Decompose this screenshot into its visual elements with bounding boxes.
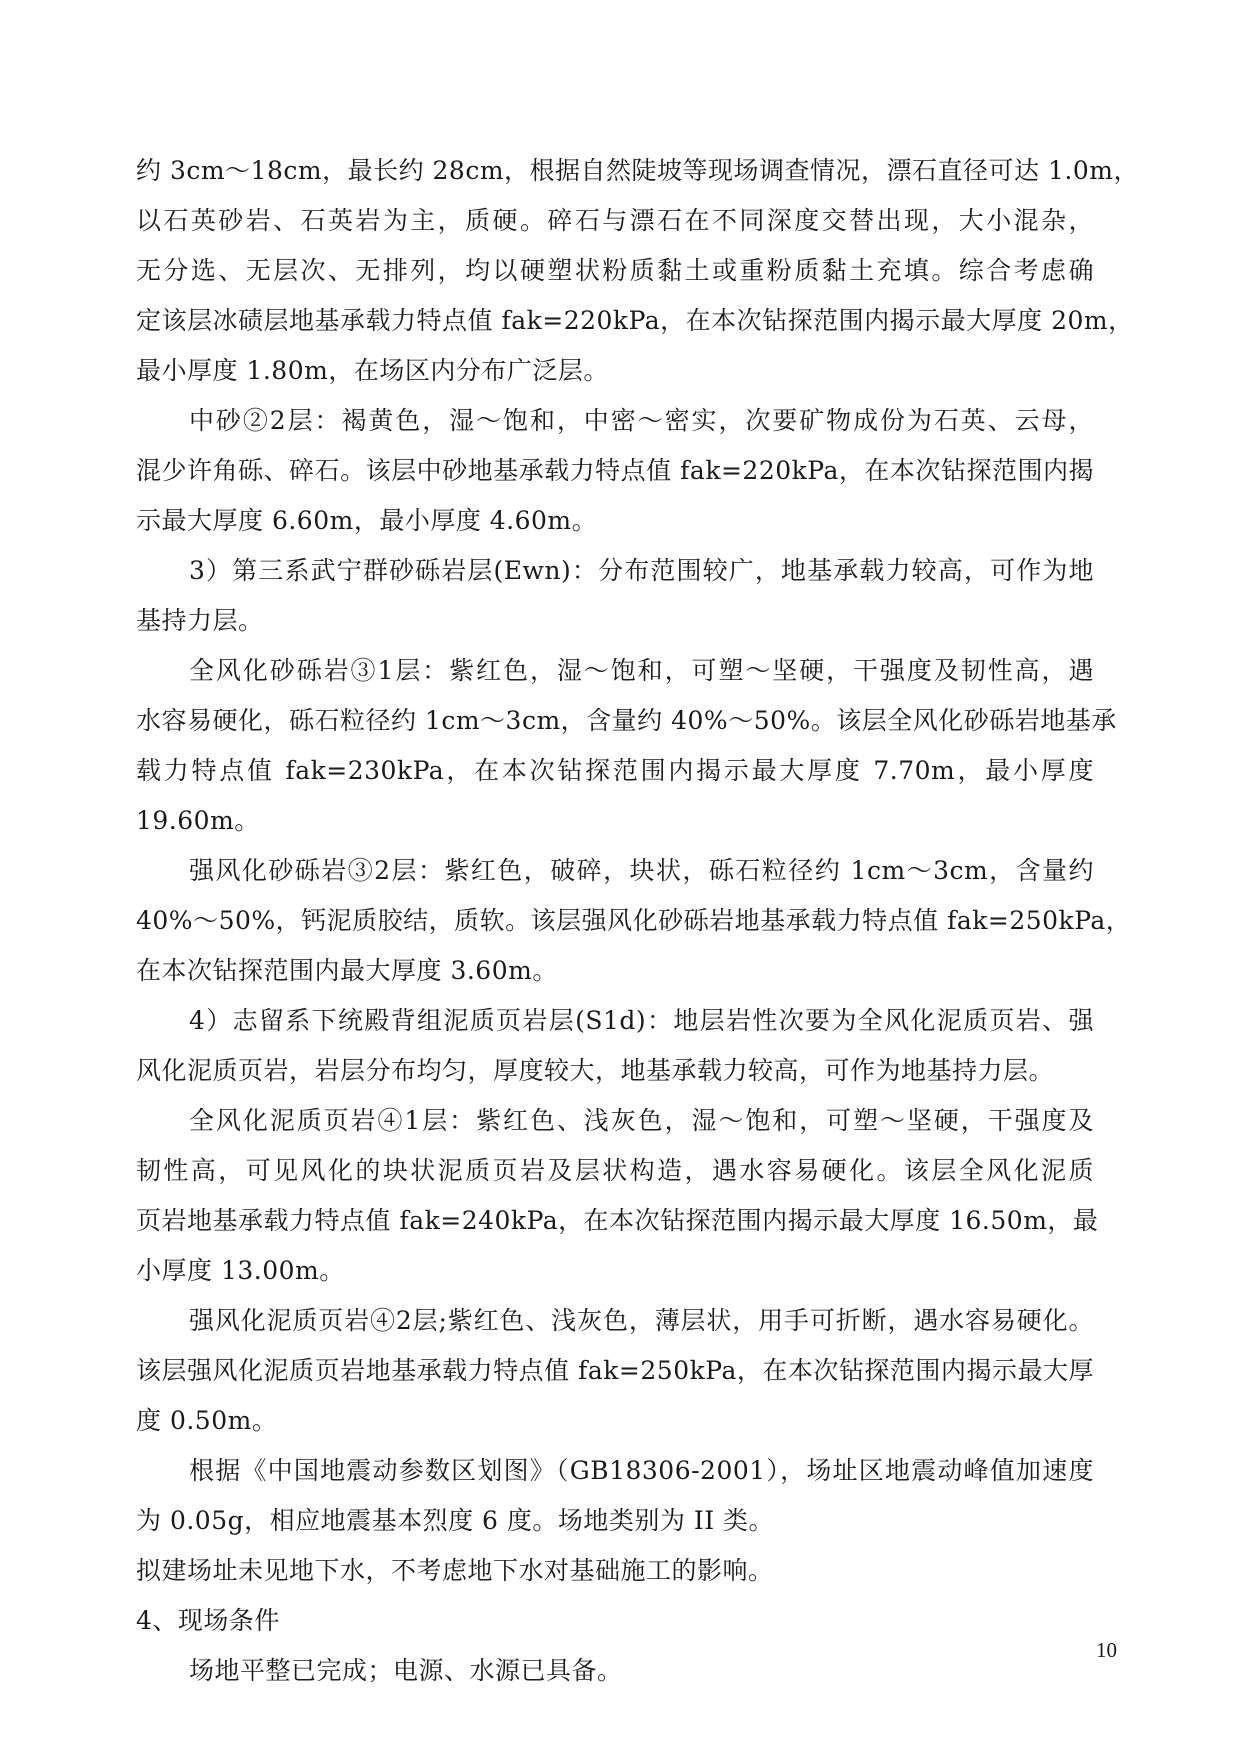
text-line: 度 0.50m。 (136, 1406, 278, 1435)
text-line: 场地平整已完成；电源、水源已具备。 (189, 1656, 623, 1685)
text-line: 强风化泥质页岩④2层;紫红色、浅灰色，薄层状，用手可折断，遇水容易硬化。 (189, 1306, 1094, 1335)
text-line: 示最大厚度 6.60m，最小厚度 4.60m。 (136, 506, 598, 535)
body-text (136, 146, 1139, 1696)
text-line: 全风化泥质页岩④1层：紫红色、浅灰色，湿～饱和，可塑～坚硬，干强度及 (189, 1106, 1094, 1135)
page-number: 10 (1096, 1638, 1117, 1662)
text-line: 以石英砂岩、石英岩为主，质硬。碎石与漂石在不同深度交替出现，大小混杂， (136, 206, 1094, 235)
text-line: 风化泥质页岩，岩层分布均匀，厚度较大，地基承载力较高，可作为地基持力层。 (136, 1056, 1055, 1085)
text-line: 载力特点值 fak=230kPa，在本次钻探范围内揭示最大厚度 7.70m，最小厚度 (136, 756, 1094, 785)
section-heading: 4、现场条件 (136, 1606, 280, 1635)
text-line: 全风化砂砾岩③1层：紫红色，湿～饱和，可塑～坚硬，干强度及韧性高，遇 (189, 656, 1094, 685)
text-line: 为 0.05g，相应地震基本烈度 6 度。场地类别为 II 类。 (136, 1506, 775, 1535)
text-line: 页岩地基承载力特点值 fak=240kPa，在本次钻探范围内揭示最大厚度 16.50m，最 (136, 1206, 1099, 1235)
text-line: 韧性高，可见风化的块状泥质页岩及层状构造，遇水容易硬化。该层全风化泥质 (136, 1156, 1094, 1185)
text-line: 4）志留系下统殿背组泥质页岩层(S1d)：地层岩性次要为全风化泥质页岩、强 (189, 1006, 1094, 1035)
text-line: 强风化砂砾岩③2层：紫红色，破碎，块状，砾石粒径约 1cm～3cm，含量约 (189, 856, 1094, 885)
text-line: 3）第三系武宁群砂砾岩层(Ewn)：分布范围较广，地基承载力较高，可作为地 (189, 556, 1094, 585)
text-line: 根据《中国地震动参数区划图》（GB18306-2001），场址区地震动峰值加速度 (189, 1456, 1094, 1485)
text-line: 小厚度 13.00m。 (136, 1256, 345, 1285)
text-line: 中砂②2层：褐黄色，湿～饱和，中密～密实，次要矿物成份为石英、云母， (189, 406, 1094, 435)
text-line: 无分选、无层次、无排列，均以硬塑状粉质黏土或重粉质黏土充填。综合考虑确 (136, 256, 1094, 285)
text-line: 水容易硬化，砾石粒径约 1cm～3cm，含量约 40%～50%。该层全风化砂砾岩地基承 (136, 706, 1117, 735)
text-line: 该层强风化泥质页岩地基承载力特点值 fak=250kPa，在本次钻探范围内揭示最大厚 (136, 1356, 1094, 1385)
text-line: 定该层冰碛层地基承载力特点值 fak=220kPa，在本次钻探范围内揭示最大厚度 20m， (136, 306, 1134, 335)
text-line: 最小厚度 1.80m，在场区内分布广泛层。 (136, 356, 609, 385)
text-line: 混少许角砾、碎石。该层中砂地基承载力特点值 fak=220kPa，在本次钻探范围内揭 (136, 456, 1094, 485)
text-line: 约 3cm～18cm，最长约 28cm，根据自然陡坡等现场调查情况，漂石直径可达 1.0m， (136, 156, 1139, 185)
text-line: 19.60m。 (136, 806, 260, 835)
text-line: 40%～50%，钙泥质胶结，质软。该层强风化砂砾岩地基承载力特点值 fak=250kPa， (136, 906, 1132, 935)
text-line: 拟建场址未见地下水，不考虑地下水对基础施工的影响。 (136, 1556, 774, 1585)
text-line: 基持力层。 (136, 606, 264, 635)
text-line: 在本次钻探范围内最大厚度 3.60m。 (136, 956, 558, 985)
